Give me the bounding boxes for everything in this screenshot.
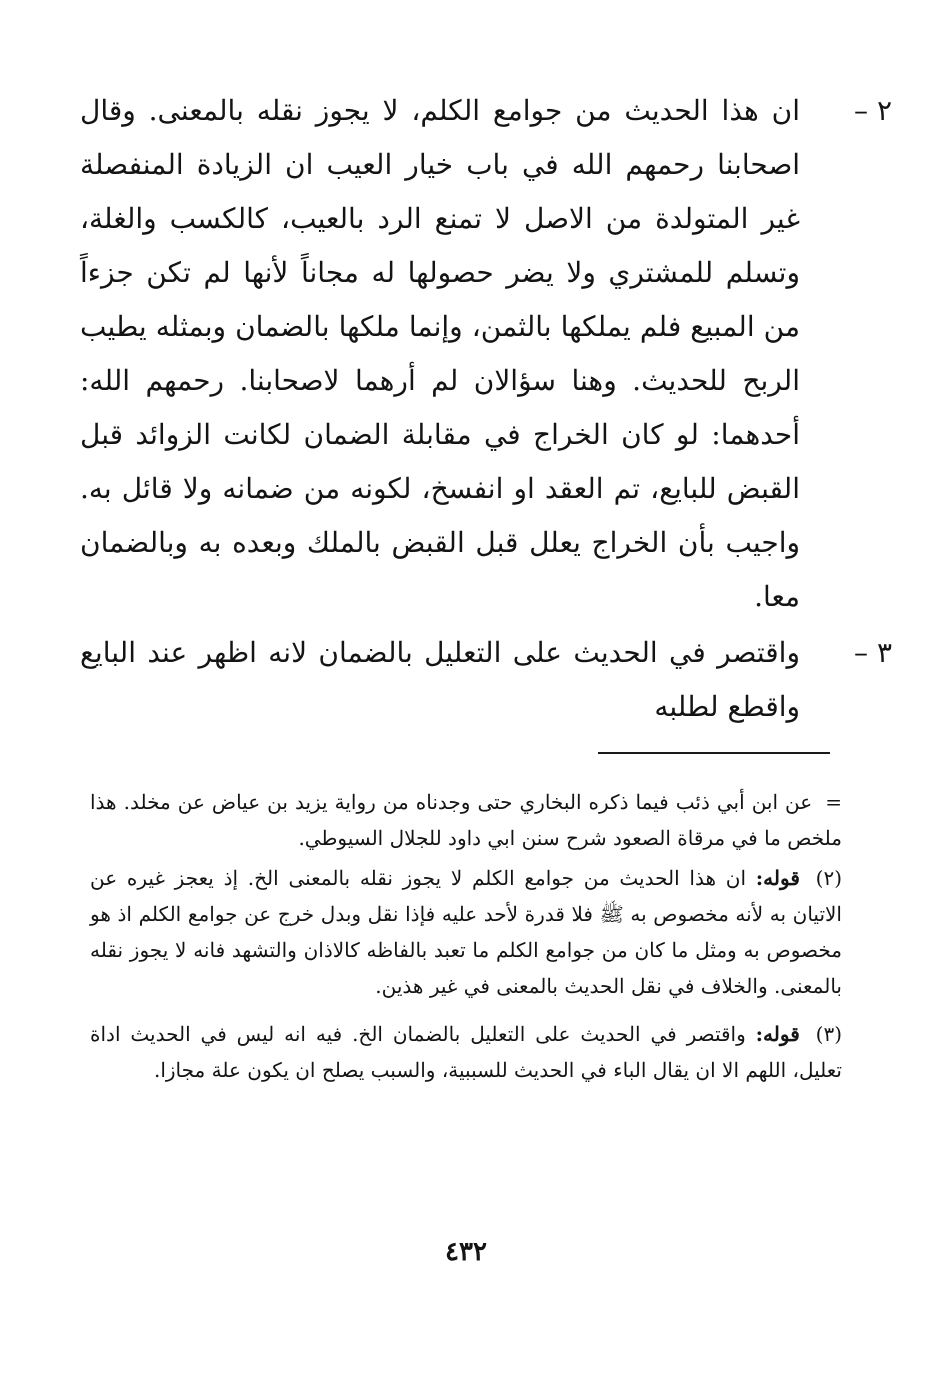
item-number: ٢ –	[854, 94, 892, 127]
footnotes	[90, 784, 842, 1088]
footnote-keyword: قوله:	[755, 1022, 800, 1046]
item-number: ٣ –	[854, 636, 892, 669]
item-paragraph: واقتصر في الحديث على التعليل بالضمان لانه اظهر عند البايع واقطع لطلبه	[80, 636, 800, 723]
footnote-text: عن ابن أبي ذئب فيما ذكره البخاري حتى وجدناه من رواية يزيد بن عياض عن مخلد. هذا ملخص ما في مرقاة الصعود شرح سنن ابي داود للجلال السيوطي.	[90, 790, 842, 850]
main-text	[80, 84, 892, 734]
numbered-item	[80, 626, 892, 734]
footnote-marker: =	[825, 790, 842, 814]
item-paragraph: ان هذا الحديث من جوامع الكلم، لا يجوز نقله بالمعنى. وقال اصحابنا رحمهم الله في باب خيار العيب ان الزيادة المنفصلة غير المتولدة من الاصل لا تمنع الرد بالعيب، كالكسب والغلة، وتسلم للمشتري ولا يضر حصولها له مجاناً لأنها لم تكن جزءاً من المبيع فلم يملكها بالثمن، وإنما ملكها بالضمان وبمثله يطيب الربح للحديث. وهنا سؤالان لم أرهما لاصحابنا. رحمهم الله: أحدهما: لو كان الخراج في مقابلة الضمان لكانت الزوائد قبل القبض للبايع، تم العقد او انفسخ، لكونه من ضمانه ولا قائل به. واجيب بأن الخراج يعلل قبل القبض بالملك وبعده به وبالضمان معا.	[80, 94, 800, 613]
footnote-marker: (٣)	[815, 1022, 843, 1046]
footnote-divider	[598, 752, 830, 754]
footnote-marker: (٢)	[815, 866, 842, 890]
numbered-item	[80, 84, 892, 624]
footnote-text: واقتصر في الحديث على التعليل بالضمان الخ. فيه انه ليس في الحديث اداة تعليل، اللهم الا ان يقال الباء في الحديث للسببية، والسبب يصلح ان يكون علة مجازا.	[90, 1022, 842, 1082]
page-number: ٤٣٢	[445, 1237, 487, 1267]
footnote	[90, 784, 842, 856]
footnote-keyword: قوله:	[755, 866, 800, 890]
footnote-text: ان هذا الحديث من جوامع الكلم لا يجوز نقله بالمعنى الخ. إذ يعجز غيره عن الاتيان به لأنه مخصوص به ﷺ فلا قدرة لأحد عليه فإذا نقل وبدل خرج عن جوامع الكلم اذ هو مخصوص به ومثل ما كان من جوامع الكلم ما تعبد بالفاظه كالاذان والتشهد فانه لا يجوز نقله بالمعنى. والخلاف في نقل الحديث بالمعنى في غير هذين.	[90, 866, 842, 998]
footnote	[90, 860, 842, 1004]
footnote	[90, 1016, 842, 1088]
